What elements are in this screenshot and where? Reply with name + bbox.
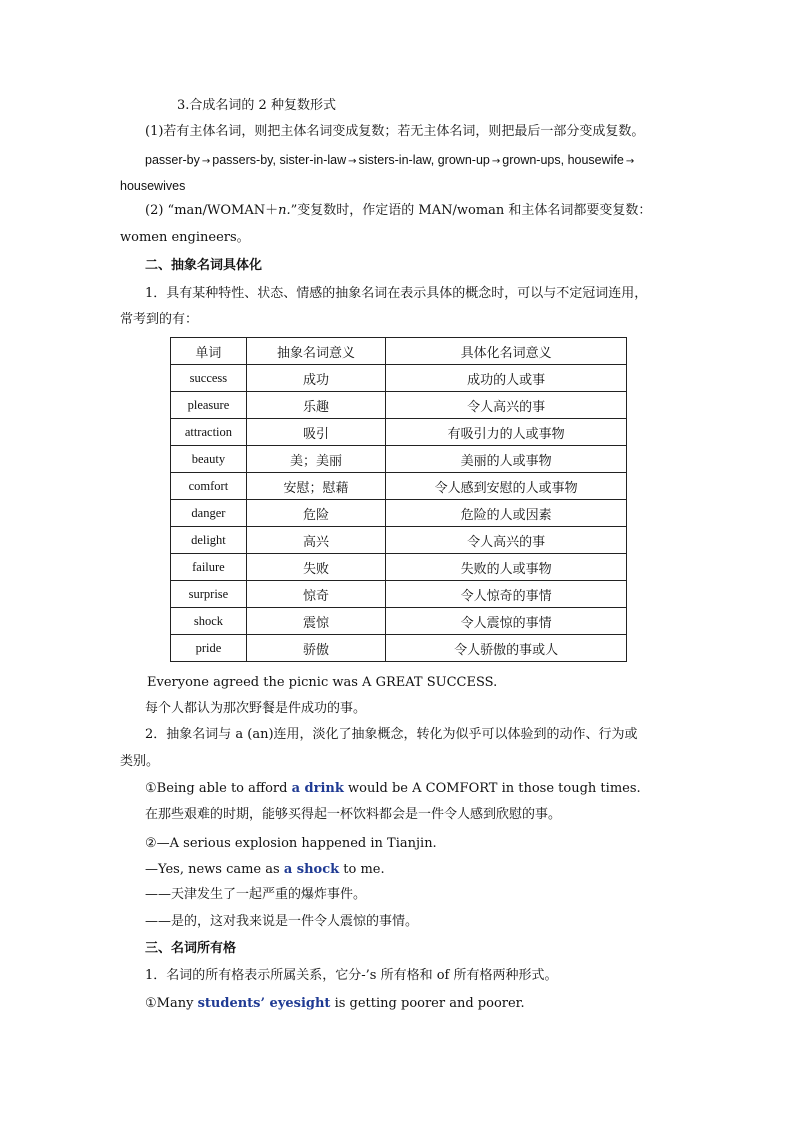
example-text: is getting poorer and poorer. <box>330 996 525 1011</box>
table-cell-word: surprise <box>171 581 247 608</box>
table-cell-word: danger <box>171 500 247 527</box>
example-to: housewives <box>120 179 186 193</box>
table-cell-concrete: 令人高兴的事 <box>386 392 627 419</box>
point-2-line-2: 类别。 <box>120 754 160 769</box>
table-cell-concrete: 令人惊奇的事情 <box>386 581 627 608</box>
table-cell-word: shock <box>171 608 247 635</box>
table-cell-abstract: 高兴 <box>246 527 385 554</box>
point-1-line-2: 常考到的有： <box>120 312 199 327</box>
table-cell-abstract: 骄傲 <box>246 635 385 662</box>
example-text: ①Many <box>145 996 198 1011</box>
table-row <box>171 581 627 608</box>
rule-2-text: ”变复数时，作定语的 MAN/woman 和主体名词都要变复数： <box>290 203 652 218</box>
arrow-icon: → <box>348 156 357 167</box>
part-3-title: 三、名词所有格 <box>145 941 237 956</box>
table-cell-word: attraction <box>171 419 247 446</box>
table-row <box>171 554 627 581</box>
example-from: passer-by <box>145 153 200 167</box>
table-cell-concrete: 令人感到安慰的人或事物 <box>386 473 627 500</box>
arrow-icon: → <box>201 156 211 167</box>
example-text: ①Being able to afford <box>145 781 292 796</box>
table-cell-word: success <box>171 365 247 392</box>
point-2-line-1: 2．抽象名词与 a (an)连用，淡化了抽象概念，转化为似乎可以体验到的动作、行为或 <box>145 727 638 742</box>
table-cell-word: beauty <box>171 446 247 473</box>
arrow-icon: → <box>625 156 635 167</box>
example-text: would be A COMFORT in those tough times. <box>343 781 641 796</box>
table-cell-concrete: 令人震惊的事情 <box>386 608 627 635</box>
table-cell-word: failure <box>171 554 247 581</box>
table-row <box>171 527 627 554</box>
highlighted-phrase: a shock <box>283 862 340 877</box>
table-header: 单词 <box>171 338 247 365</box>
part-3-point-1: 1．名词的所有格表示所属关系，它分-’s 所有格和 of 所有格两种形式。 <box>145 968 558 983</box>
table-cell-abstract: 乐趣 <box>246 392 385 419</box>
example-3-zh-1: ——天津发生了一起严重的爆炸事件。 <box>145 887 367 902</box>
table-row <box>171 500 627 527</box>
table-cell-concrete: 失败的人或事物 <box>386 554 627 581</box>
table-cell-word: comfort <box>171 473 247 500</box>
table-cell-abstract: 成功 <box>246 365 385 392</box>
example-to: passers-by <box>212 153 273 167</box>
table-cell-abstract: 失败 <box>246 554 385 581</box>
table-cell-concrete: 令人骄傲的事或人 <box>386 635 627 662</box>
part-2-title: 二、抽象名词具体化 <box>145 258 263 273</box>
table-row <box>171 392 627 419</box>
table-cell-word: pleasure <box>171 392 247 419</box>
table-row <box>171 419 627 446</box>
table-cell-word: delight <box>171 527 247 554</box>
table-cell-word: pride <box>171 635 247 662</box>
point-1-line-1: 1．具有某种特性、状态、情感的抽象名词在表示具体的概念时，可以与不定冠词连用， <box>145 286 648 301</box>
table-cell-concrete: 危险的人或因素 <box>386 500 627 527</box>
highlighted-phrase: students’ eyesight <box>197 996 331 1011</box>
table-row <box>171 635 627 662</box>
table-cell-abstract: 危险 <box>246 500 385 527</box>
abstract-noun-table <box>170 337 627 662</box>
table-cell-abstract: 安慰；慰藉 <box>246 473 385 500</box>
rule-2-n: n. <box>278 203 291 218</box>
table-header-row <box>171 338 627 365</box>
example-2-en <box>145 781 641 797</box>
table-cell-concrete: 令人高兴的事 <box>386 527 627 554</box>
example-from: sister-in-law <box>279 153 347 167</box>
example-3-line-2 <box>145 862 385 878</box>
table-header: 具体化名词意义 <box>386 338 627 365</box>
table-row <box>171 365 627 392</box>
table-cell-concrete: 有吸引力的人或事物 <box>386 419 627 446</box>
example-text: —Yes, news came as <box>145 862 284 877</box>
example-from: housewife <box>567 153 624 167</box>
rule-2-text: (2) “man/WOMAN＋ <box>145 203 279 218</box>
arrow-icon: → <box>491 156 501 167</box>
part-3-example-1 <box>145 996 525 1012</box>
table-row <box>171 473 627 500</box>
example-text: to me. <box>339 862 385 877</box>
table-cell-concrete: 成功的人或事 <box>386 365 627 392</box>
example-2-zh: 在那些艰难的时期，能够买得起一杯饮料都会是一件令人感到欣慰的事。 <box>145 807 562 822</box>
table-header: 抽象名词意义 <box>246 338 385 365</box>
section-heading: 3.合成名词的 2 种复数形式 <box>177 98 336 113</box>
highlighted-phrase: a drink <box>291 781 344 796</box>
examples-line: passer-by → passers-by, sister-in-law → sisters-in-law, grown-up → grown-ups, housewife → <box>145 153 635 167</box>
example-1-zh: 每个人都认为那次野餐是件成功的事。 <box>145 701 367 716</box>
rule-1: (1)若有主体名词，则把主体名词变成复数；若无主体名词，则把最后一部分变成复数。 <box>145 124 645 139</box>
table-cell-abstract: 惊奇 <box>246 581 385 608</box>
table-cell-abstract: 震惊 <box>246 608 385 635</box>
table-cell-concrete: 美丽的人或事物 <box>386 446 627 473</box>
example-3-line-1: ②—A serious explosion happened in Tianjin. <box>145 836 437 851</box>
rule-2 <box>145 203 651 219</box>
example-to: grown-ups <box>502 153 561 167</box>
example-3-zh-2: ——是的，这对我来说是一件令人震惊的事情。 <box>145 914 419 929</box>
table-row <box>171 608 627 635</box>
table-cell-abstract: 吸引 <box>246 419 385 446</box>
example-1-en: Everyone agreed the picnic was A GREAT SUCCESS. <box>147 675 498 690</box>
example-to: sisters-in-law <box>358 153 431 167</box>
table-row <box>171 446 627 473</box>
table-cell-abstract: 美；美丽 <box>246 446 385 473</box>
example-from: grown-up <box>437 153 490 167</box>
rule-2-example: women engineers。 <box>120 230 250 245</box>
